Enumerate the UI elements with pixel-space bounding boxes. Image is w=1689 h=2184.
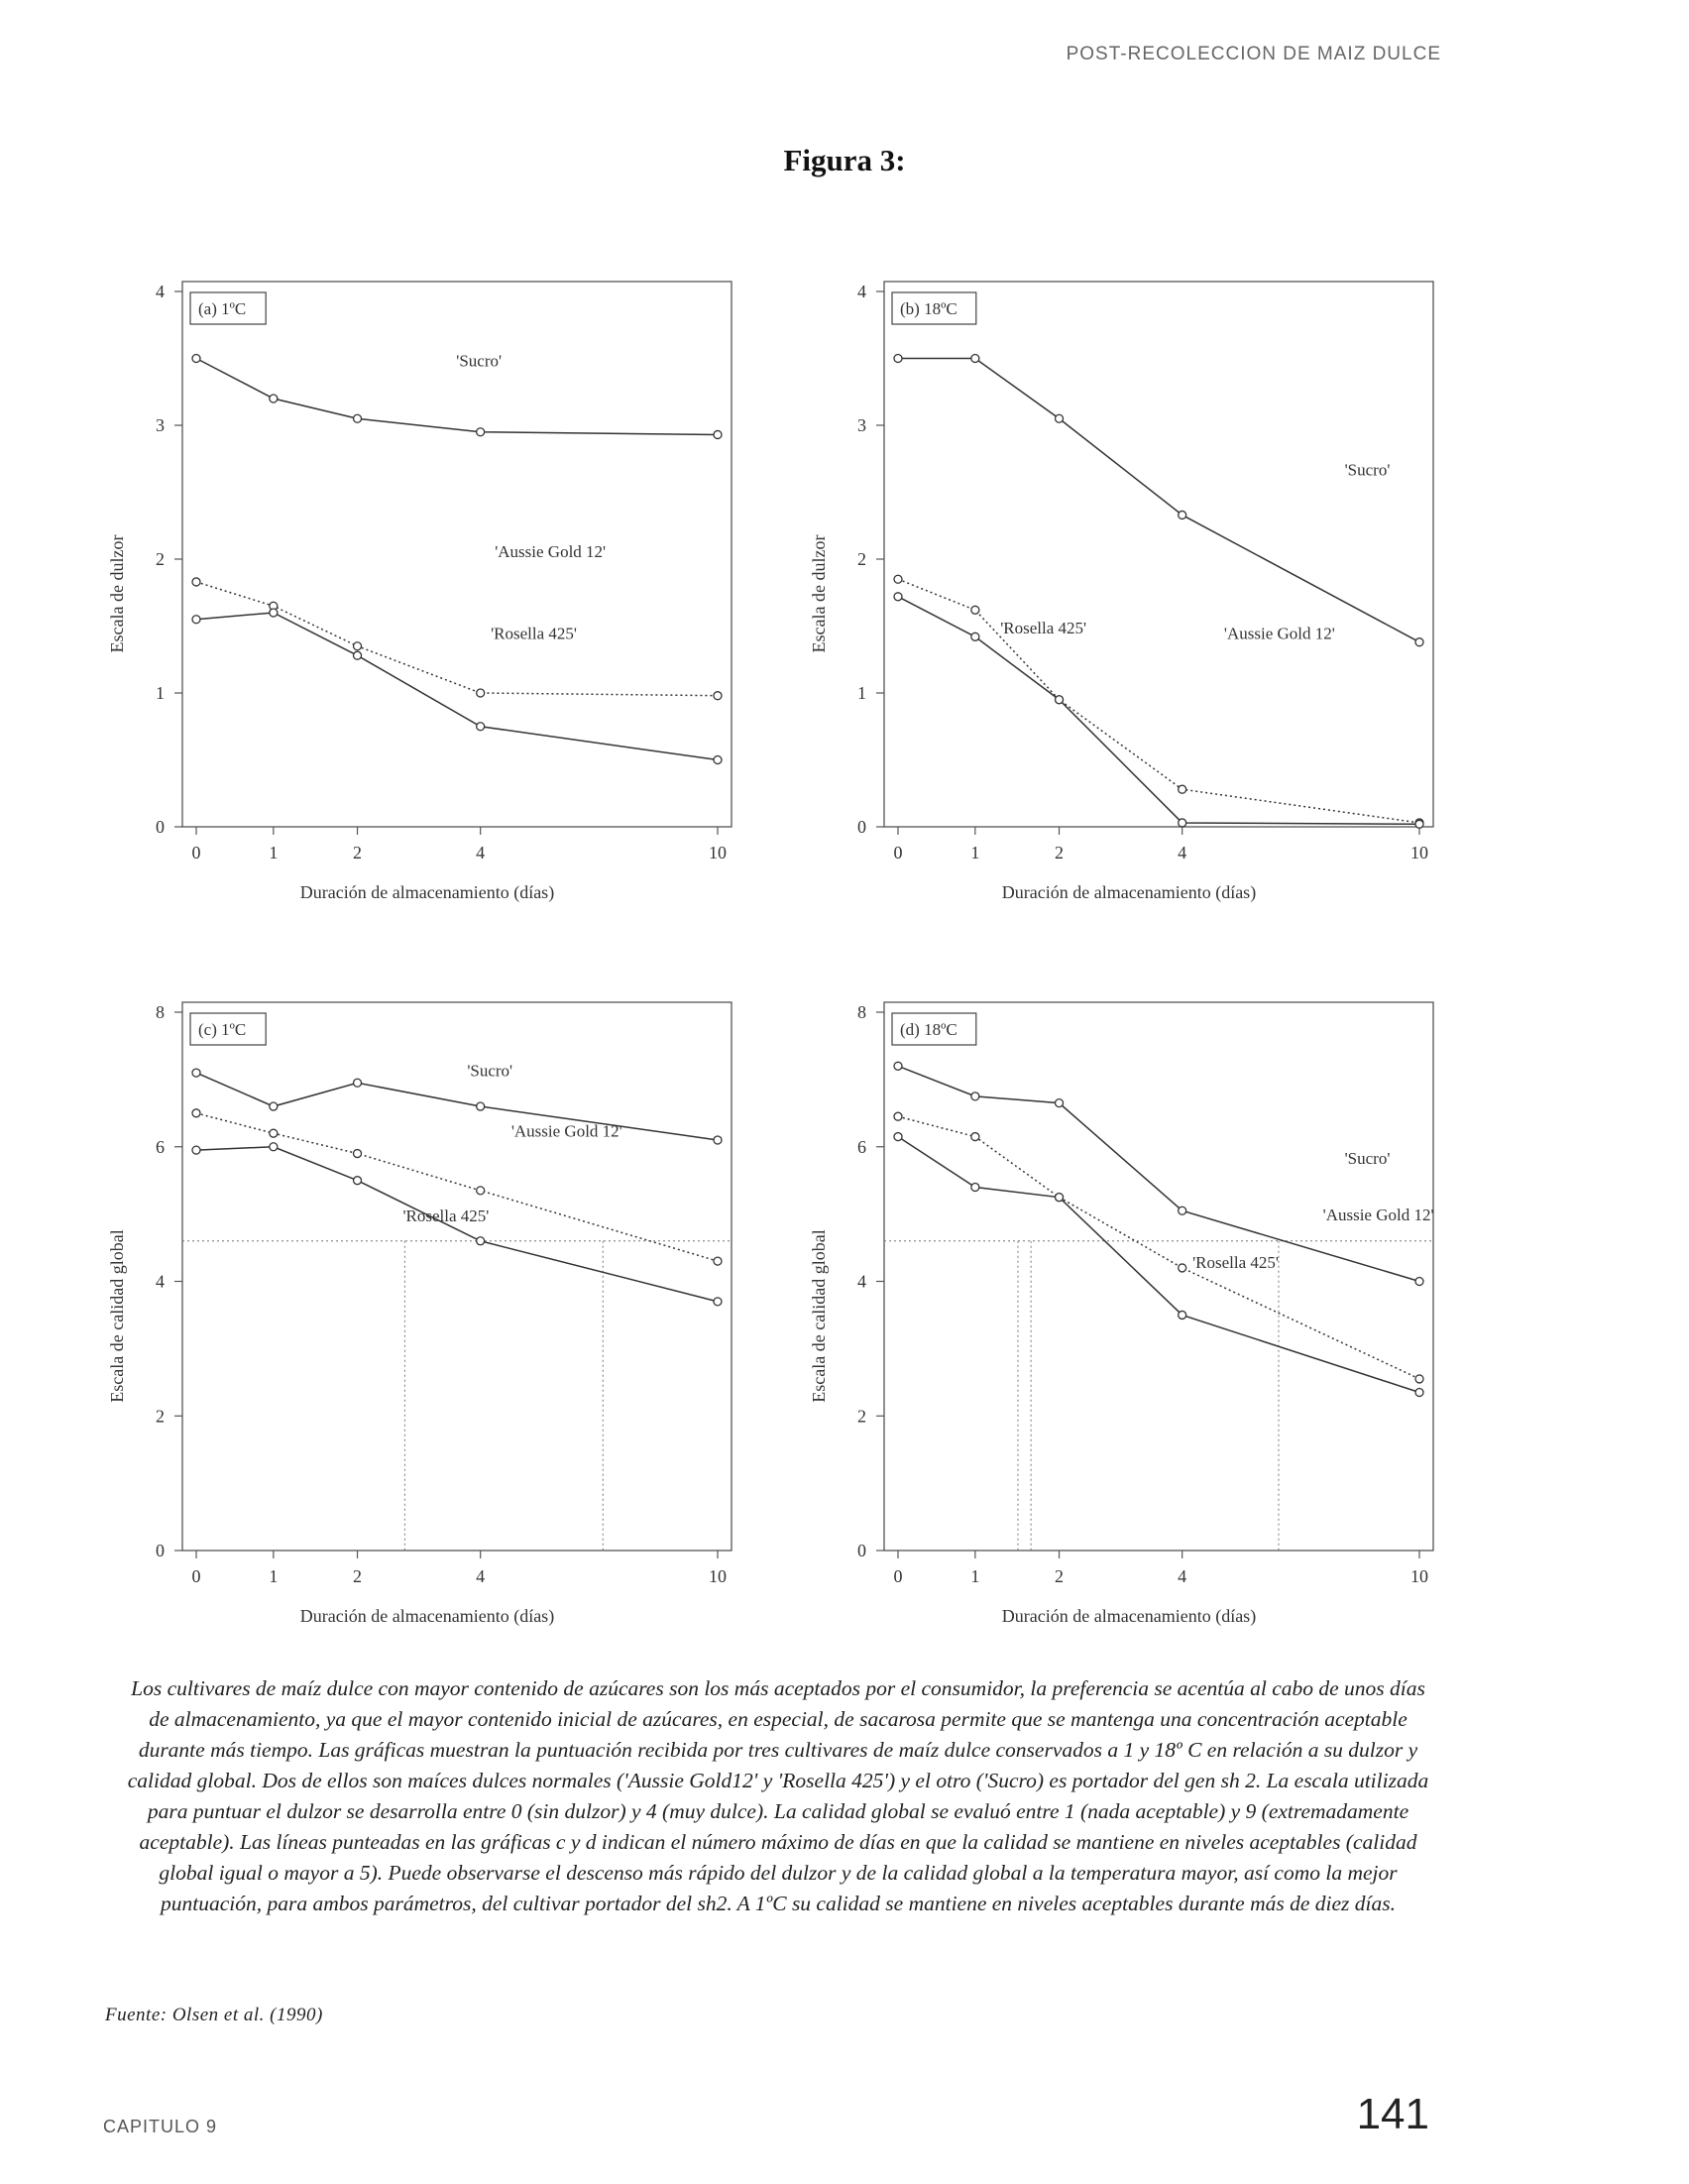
- x-axis-title: Duración de almacenamiento (días): [1001, 882, 1257, 902]
- data-point: [1056, 414, 1064, 422]
- y-tick-label: 8: [156, 1002, 165, 1022]
- data-point: [192, 1109, 200, 1117]
- data-point: [971, 355, 979, 363]
- data-point: [894, 1112, 902, 1120]
- data-point: [1056, 1194, 1064, 1202]
- series-label: 'Aussie Gold 12': [1223, 624, 1335, 643]
- figure-caption: Los cultivares de maíz dulce con mayor contenido de azúcares son los más aceptados por el consumidor, la preferencia se acentúa al cabo de unos días de almacenamiento, ya que el mayor contenido inicial de azúcares, en especial, de sacarosa permite que se mantenga una concentración aceptable durante más tiempo. Las gráficas muestran la puntuación recibida por tres cultivares de maíz dulce conservados a 1 y 18º C en relación a su dulzor y calidad global. Dos de ellos son maíces dulces normales ('Aussie Gold12' y 'Rosella 425') y el otro ('Sucro) es portador del gen sh 2. La escala utilizada para puntuar el dulzor se desarrolla entre 0 (sin dulzor) y 4 (muy dulce). La calidad global se evaluó entre 1 (nada aceptable) y 9 (extremadamente aceptable). Las líneas punteadas en las gráficas c y d indican el número máximo de días en que la calidad se mantiene en niveles aceptables (calidad global igual o mayor a 5). Puede observarse el descenso más rápido del dulzor y de la calidad global a la temperatura mayor, así como la mejor puntuación, para ambos parámetros, del cultivar portador del sh2. A 1ºC su calidad se mantiene en niveles aceptables durante más de diez días.: [127, 1676, 1429, 1915]
- x-tick-label: 0: [191, 1566, 201, 1586]
- y-tick-label: 2: [857, 549, 866, 569]
- y-tick-label: 1: [857, 683, 866, 703]
- series-line: [898, 359, 1419, 642]
- data-point: [354, 1177, 362, 1185]
- x-tick-label: 1: [970, 843, 980, 862]
- data-point: [971, 632, 979, 640]
- plot-frame: [884, 282, 1433, 827]
- series-label: 'Rosella 425': [1192, 1253, 1279, 1273]
- chart-panel-4: [809, 1002, 1434, 1627]
- page-number: 141: [1356, 2090, 1429, 2138]
- y-tick-label: 3: [857, 415, 866, 435]
- data-point: [354, 1079, 362, 1087]
- y-tick-label: 2: [156, 1406, 165, 1427]
- data-point: [270, 1102, 278, 1110]
- x-tick-label: 2: [1055, 1566, 1065, 1586]
- series-label: 'Sucro': [1344, 460, 1391, 480]
- y-tick-label: 6: [857, 1136, 866, 1157]
- data-point: [270, 1143, 278, 1151]
- x-tick-label: 10: [1410, 843, 1428, 862]
- y-tick-label: 0: [156, 817, 165, 837]
- data-point: [1415, 820, 1423, 828]
- y-tick-label: 1: [156, 683, 165, 703]
- data-point: [1056, 696, 1064, 704]
- x-tick-label: 1: [970, 1566, 980, 1586]
- x-tick-label: 4: [1178, 843, 1187, 862]
- data-point: [354, 414, 362, 422]
- series-line: [196, 582, 718, 696]
- data-point: [477, 1237, 485, 1245]
- data-point: [270, 1129, 278, 1137]
- data-point: [1179, 1311, 1186, 1319]
- y-tick-label: 6: [156, 1136, 165, 1157]
- y-axis-title: Escala de dulzor: [107, 534, 127, 653]
- series-label: 'Rosella 425': [1000, 618, 1087, 637]
- data-point: [1056, 1099, 1064, 1107]
- panel-label: (d) 18ºC: [900, 1020, 957, 1039]
- data-point: [192, 616, 200, 624]
- data-point: [1415, 1278, 1423, 1286]
- x-tick-label: 10: [1410, 1566, 1428, 1586]
- y-tick-label: 3: [156, 415, 165, 435]
- plot-frame: [182, 1002, 732, 1551]
- y-tick-label: 4: [156, 1271, 165, 1292]
- y-tick-label: 8: [857, 1002, 866, 1022]
- series-label: 'Aussie Gold 12': [1322, 1206, 1434, 1225]
- y-tick-label: 0: [857, 1541, 866, 1560]
- data-point: [192, 355, 200, 363]
- x-tick-label: 10: [709, 1566, 727, 1586]
- chapter-label: CAPITULO 9: [103, 2117, 218, 2136]
- data-point: [971, 1092, 979, 1100]
- data-point: [1179, 1207, 1186, 1214]
- data-point: [270, 395, 278, 402]
- x-tick-label: 10: [709, 843, 727, 862]
- figure-title: Figura 3:: [783, 143, 906, 177]
- data-point: [354, 1150, 362, 1158]
- y-tick-label: 4: [156, 282, 165, 301]
- data-point: [714, 430, 722, 438]
- data-point: [714, 692, 722, 700]
- y-tick-label: 4: [857, 282, 866, 301]
- data-point: [714, 1136, 722, 1144]
- data-point: [477, 689, 485, 697]
- series-label: 'Aussie Gold 12': [510, 1121, 622, 1141]
- data-point: [477, 1102, 485, 1110]
- panel-label: (b) 18ºC: [900, 299, 957, 318]
- x-tick-label: 4: [476, 1566, 486, 1586]
- data-point: [1415, 1388, 1423, 1396]
- y-tick-label: 0: [857, 817, 866, 837]
- data-point: [354, 642, 362, 650]
- chart-panel-1: [107, 282, 732, 903]
- x-tick-label: 2: [1055, 843, 1065, 862]
- series-line: [898, 1116, 1419, 1379]
- series-line: [196, 613, 718, 760]
- x-tick-label: 2: [353, 1566, 363, 1586]
- data-point: [894, 575, 902, 583]
- series-label: 'Sucro': [467, 1061, 513, 1081]
- data-point: [894, 355, 902, 363]
- x-tick-label: 1: [269, 843, 279, 862]
- y-axis-title: Escala de dulzor: [809, 534, 829, 653]
- data-point: [477, 428, 485, 436]
- data-point: [1179, 819, 1186, 827]
- data-point: [971, 1183, 979, 1191]
- x-tick-label: 0: [893, 1566, 903, 1586]
- series-line: [898, 579, 1419, 823]
- data-point: [270, 609, 278, 617]
- y-tick-label: 2: [857, 1406, 866, 1427]
- series-label: 'Rosella 425': [402, 1207, 490, 1226]
- data-point: [894, 1133, 902, 1141]
- y-axis-title: Escala de calidad global: [107, 1229, 127, 1403]
- data-point: [971, 1133, 979, 1141]
- data-point: [1179, 1264, 1186, 1272]
- data-point: [1179, 785, 1186, 793]
- data-point: [1415, 638, 1423, 646]
- data-point: [714, 1257, 722, 1265]
- x-tick-label: 4: [476, 843, 486, 862]
- data-point: [971, 606, 979, 614]
- series-label: 'Rosella 425': [491, 624, 577, 643]
- data-point: [192, 1069, 200, 1077]
- data-point: [477, 723, 485, 731]
- x-tick-label: 4: [1178, 1566, 1187, 1586]
- panel-label: (a) 1ºC: [198, 299, 247, 318]
- x-tick-label: 0: [893, 843, 903, 862]
- data-point: [714, 1298, 722, 1306]
- series-label: 'Sucro': [456, 351, 503, 371]
- y-tick-label: 2: [156, 549, 165, 569]
- data-point: [714, 756, 722, 764]
- series-label: 'Sucro': [1344, 1149, 1391, 1169]
- series-line: [898, 597, 1419, 825]
- x-axis-title: Duración de almacenamiento (días): [299, 882, 555, 902]
- data-point: [894, 1062, 902, 1070]
- data-point: [477, 1187, 485, 1195]
- chart-panel-3: [107, 1002, 732, 1627]
- panel-label: (c) 1ºC: [198, 1020, 247, 1039]
- data-point: [354, 651, 362, 659]
- x-tick-label: 0: [191, 843, 201, 862]
- series-label: 'Aussie Gold 12': [495, 541, 607, 561]
- data-point: [1415, 1375, 1423, 1383]
- series-line: [898, 1137, 1419, 1393]
- chart-panel-2: [809, 282, 1433, 903]
- x-axis-title: Duración de almacenamiento (días): [1001, 1606, 1257, 1626]
- y-axis-title: Escala de calidad global: [809, 1229, 829, 1403]
- data-point: [192, 1146, 200, 1154]
- x-axis-title: Duración de almacenamiento (días): [299, 1606, 555, 1626]
- plot-frame: [884, 1002, 1433, 1551]
- x-tick-label: 1: [269, 1566, 279, 1586]
- y-tick-label: 4: [857, 1271, 866, 1292]
- data-point: [1179, 511, 1186, 518]
- data-point: [894, 593, 902, 601]
- y-tick-label: 0: [156, 1541, 165, 1560]
- running-head: POST-RECOLECCION DE MAIZ DULCE: [1066, 44, 1441, 64]
- x-tick-label: 2: [353, 843, 363, 862]
- source-note: Fuente: Olsen et al. (1990): [105, 2005, 323, 2025]
- data-point: [192, 578, 200, 586]
